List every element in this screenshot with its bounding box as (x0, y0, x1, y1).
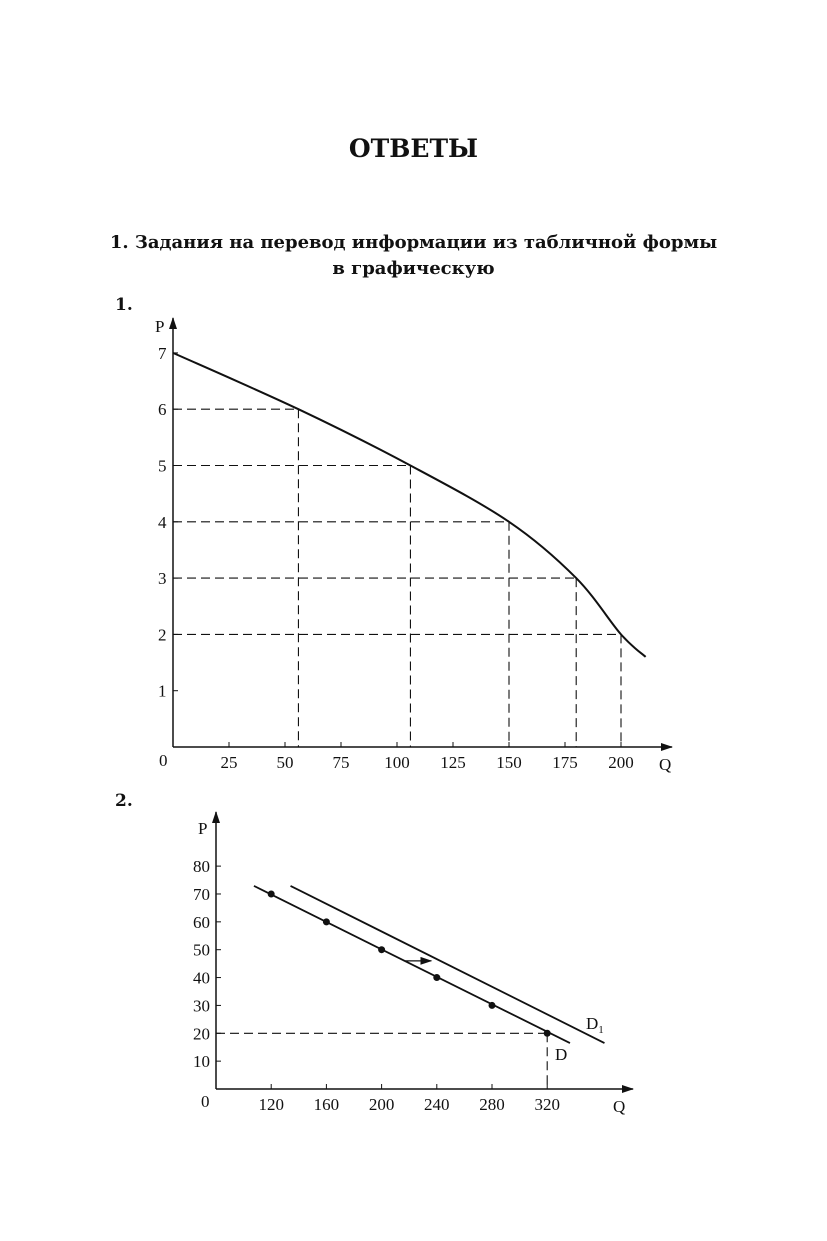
x-tick-label: 120 (258, 1095, 284, 1114)
data-point (268, 890, 275, 897)
y-tick-label: 20 (193, 1024, 210, 1044)
data-point (323, 918, 330, 925)
demand-line-d (254, 886, 570, 1043)
demand-line-d1 (291, 886, 605, 1043)
x-tick-label: 150 (496, 753, 522, 772)
x-tick-label: 75 (332, 753, 350, 772)
x-axis-label: Q (659, 755, 672, 774)
section-heading-line1: 1. Задания на перевод информации из табличной формы (109, 232, 718, 253)
y-tick-label: 60 (193, 912, 210, 932)
x-tick-label: 50 (276, 753, 294, 772)
x-tick-label: 240 (424, 1095, 450, 1114)
x-tick-label: 160 (313, 1095, 340, 1114)
y-tick-label: 40 (193, 968, 210, 988)
x-tick-label: 200 (368, 1095, 395, 1114)
y-axis-label: P (198, 819, 208, 838)
x-tick-label: 125 (440, 753, 466, 772)
y-tick-label: 6 (158, 400, 167, 420)
data-point (544, 1030, 551, 1037)
x-axis-label: Q (613, 1097, 626, 1116)
label-d1: $D_1$ (586, 1014, 604, 1036)
x-tick-label: 25 (220, 753, 238, 772)
data-point (378, 946, 385, 953)
x-tick-label: 280 (479, 1095, 505, 1114)
y-tick-label: 1 (158, 681, 167, 701)
x-tick-label: 320 (534, 1095, 560, 1114)
y-tick-label: 2 (158, 625, 167, 645)
origin-label: 0 (159, 751, 168, 770)
y-tick-label: 10 (193, 1052, 210, 1072)
page-title: ОТВЕТЫ (348, 134, 479, 163)
y-tick-label: 4 (158, 512, 167, 532)
data-point (489, 1002, 496, 1009)
x-tick-label: 175 (552, 753, 578, 772)
y-tick-label: 80 (193, 857, 210, 877)
data-point (433, 974, 440, 981)
y-tick-label: 3 (158, 569, 167, 589)
y-axis-label: P (155, 317, 165, 336)
y-tick-label: 5 (158, 456, 167, 476)
label-d: D (555, 1045, 568, 1064)
demand-curve (173, 353, 646, 657)
task-2-number: 2. (115, 791, 133, 811)
y-tick-label: 70 (193, 884, 210, 904)
task-1-number: 1. (115, 295, 133, 315)
origin-label: 0 (201, 1092, 210, 1111)
y-tick-label: 50 (193, 940, 210, 960)
x-tick-label: 200 (608, 753, 634, 772)
y-tick-label: 30 (193, 996, 210, 1016)
x-tick-label: 100 (384, 753, 410, 772)
section-heading-line2: в графическую (332, 258, 495, 279)
y-tick-label: 7 (158, 343, 167, 363)
